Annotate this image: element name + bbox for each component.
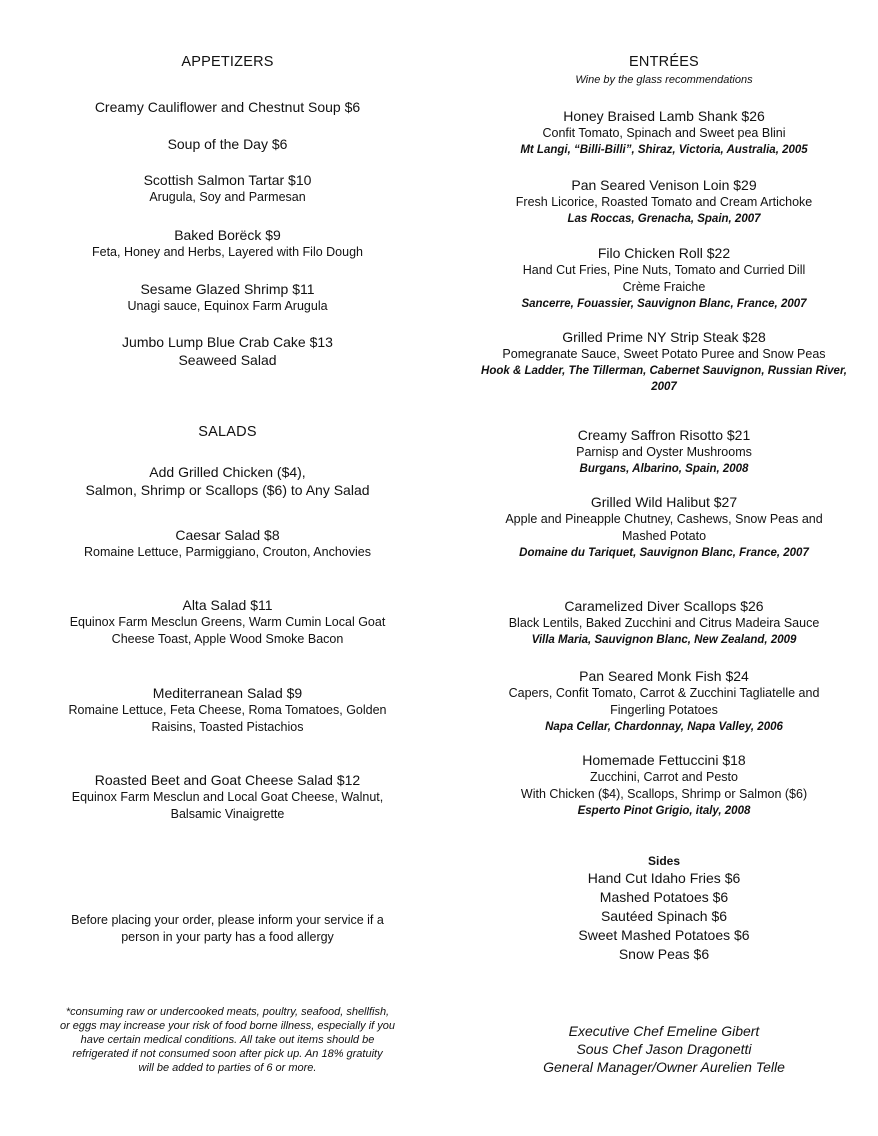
item-description: Mashed Potato bbox=[621, 529, 707, 543]
sides-heading: Sides bbox=[647, 854, 680, 868]
item-title: Homemade Fettuccini $18 bbox=[582, 752, 746, 768]
item-title: Baked Borëck $9 bbox=[174, 227, 281, 243]
side-item: Sweet Mashed Potatoes $6 bbox=[578, 927, 750, 943]
item-title: Creamy Saffron Risotto $21 bbox=[577, 427, 751, 443]
menu-item bbox=[445, 597, 878, 648]
staff-line: General Manager/Owner Aurelien Telle bbox=[543, 1059, 785, 1075]
menu-item bbox=[445, 328, 878, 395]
disclaimer-line: will be added to parties of 6 or more. bbox=[138, 1062, 317, 1074]
salads-heading: SALADS bbox=[198, 424, 257, 440]
disclaimer-line: or eggs may increase your risk of food borne illness, especially if you bbox=[59, 1020, 396, 1032]
item-description: Hand Cut Fries, Pine Nuts, Tomato and Curried Dill bbox=[522, 263, 806, 277]
staff-line: Executive Chef Emeline Gibert bbox=[568, 1023, 760, 1039]
wine-pairing: Burgans, Albarino, Spain, 2008 bbox=[579, 463, 749, 475]
item-title: Pan Seared Venison Loin $29 bbox=[571, 177, 757, 193]
item-description: With Chicken ($4), Scallops, Shrimp or Salmon ($6) bbox=[520, 787, 808, 801]
menu-item bbox=[445, 493, 878, 561]
item-title: Scottish Salmon Tartar $10 bbox=[143, 172, 312, 188]
item-description: Feta, Honey and Herbs, Layered with Filo Dough bbox=[92, 245, 363, 259]
wine-pairing: Domaine du Tariquet, Sauvignon Blanc, France, 2007 bbox=[519, 547, 809, 559]
item-description: Romaine Lettuce, Parmiggiano, Crouton, Anchovies bbox=[84, 545, 371, 559]
item-title: Filo Chicken Roll $22 bbox=[597, 245, 731, 261]
allergy-line: person in your party has a food allergy bbox=[121, 930, 334, 944]
wine-pairing: Esperto Pinot Grigio, italy, 2008 bbox=[577, 805, 751, 817]
item-description: Apple and Pineapple Chutney, Cashews, Snow Peas and bbox=[505, 512, 823, 526]
item-title: Grilled Prime NY Strip Steak $28 bbox=[562, 329, 766, 345]
menu-item bbox=[10, 333, 445, 369]
item-title: Pan Seared Monk Fish $24 bbox=[579, 668, 749, 684]
item-description: Crème Fraiche bbox=[622, 280, 706, 294]
menu-item bbox=[10, 596, 445, 648]
item-description: Equinox Farm Mesclun Greens, Warm Cumin Local Goat bbox=[69, 615, 386, 629]
item-title: Honey Braised Lamb Shank $26 bbox=[563, 108, 765, 124]
item-description: Parnisp and Oyster Mushrooms bbox=[576, 445, 752, 459]
menu-item bbox=[445, 426, 878, 477]
menu-item bbox=[445, 667, 878, 735]
item-description: Unagi sauce, Equinox Farm Arugula bbox=[127, 299, 328, 313]
item-description: Cheese Toast, Apple Wood Smoke Bacon bbox=[111, 632, 344, 646]
item-description: Raisins, Toasted Pistachios bbox=[151, 720, 304, 734]
item-description: Capers, Confit Tomato, Carrot & Zucchini Tagliatelle and bbox=[508, 686, 820, 700]
menu-item bbox=[445, 176, 878, 227]
wine-pairing: Villa Maria, Sauvignon Blanc, New Zealand, 2009 bbox=[531, 634, 797, 646]
item-title: Caramelized Diver Scallops $26 bbox=[564, 598, 764, 614]
wine-pairing: 2007 bbox=[651, 381, 677, 393]
menu-item bbox=[10, 684, 445, 736]
entrees-heading: ENTRÉES bbox=[629, 54, 699, 70]
disclaimer-line: *consuming raw or undercooked meats, poultry, seafood, shellfish, bbox=[65, 1006, 390, 1018]
entrees-subheading: Wine by the glass recommendations bbox=[575, 74, 753, 86]
disclaimer-line: refrigerated if not consumed soon after pick up. An 18% gratuity bbox=[72, 1048, 383, 1060]
item-title: Jumbo Lump Blue Crab Cake $13 bbox=[122, 334, 333, 350]
appetizers-heading: APPETIZERS bbox=[181, 54, 274, 70]
item-title: Caesar Salad $8 bbox=[175, 527, 280, 543]
item-description: Black Lentils, Baked Zucchini and Citrus Madeira Sauce bbox=[508, 616, 820, 630]
item-title: Alta Salad $11 bbox=[182, 597, 273, 613]
side-item: Mashed Potatoes $6 bbox=[599, 889, 729, 905]
item-description: Romaine Lettuce, Feta Cheese, Roma Tomatoes, Golden bbox=[68, 703, 387, 717]
sides-section bbox=[445, 853, 878, 964]
salad-addon bbox=[10, 463, 445, 499]
side-item: Snow Peas $6 bbox=[618, 946, 710, 962]
item-title: Roasted Beet and Goat Cheese Salad $12 bbox=[94, 772, 361, 788]
item-title: Mediterranean Salad $9 bbox=[152, 685, 303, 701]
side-item: Sautéed Spinach $6 bbox=[600, 908, 728, 924]
menu-item bbox=[10, 771, 445, 823]
menu-item bbox=[10, 171, 445, 206]
wine-pairing: Mt Langi, “Billi-Billi”, Shiraz, Victoria, Australia, 2005 bbox=[520, 144, 808, 156]
wine-pairing: Las Roccas, Grenacha, Spain, 2007 bbox=[567, 213, 761, 225]
wine-pairing: Hook & Ladder, The Tillerman, Cabernet Sauvignon, Russian River, bbox=[481, 365, 847, 377]
allergy-note bbox=[10, 912, 445, 946]
item-title: Grilled Wild Halibut $27 bbox=[590, 494, 738, 510]
item-description: Confit Tomato, Spinach and Sweet pea Blini bbox=[542, 126, 786, 140]
menu-item bbox=[445, 107, 878, 158]
allergy-line: Before placing your order, please inform your service if a bbox=[71, 913, 384, 927]
item-description: Balsamic Vinaigrette bbox=[170, 807, 285, 821]
item-description: Fresh Licorice, Roasted Tomato and Cream Artichoke bbox=[515, 195, 813, 209]
item-title: Creamy Cauliflower and Chestnut Soup $6 bbox=[94, 99, 361, 115]
menu-item bbox=[445, 244, 878, 312]
item-title: Sesame Glazed Shrimp $11 bbox=[140, 281, 315, 297]
disclaimer-line: have certain medical conditions. All take out items should be bbox=[80, 1034, 375, 1046]
menu-item bbox=[445, 751, 878, 819]
menu-item bbox=[10, 226, 445, 261]
item-description: Fingerling Potatoes bbox=[610, 703, 718, 717]
wine-pairing: Sancerre, Fouassier, Sauvignon Blanc, France, 2007 bbox=[521, 298, 807, 310]
disclaimer bbox=[10, 1005, 445, 1075]
staff-credits bbox=[445, 1022, 878, 1076]
addon-line: Salmon, Shrimp or Scallops ($6) to Any Salad bbox=[85, 482, 370, 498]
item-description: Seaweed Salad bbox=[178, 352, 277, 368]
item-description: Pomegranate Sauce, Sweet Potato Puree and Snow Peas bbox=[502, 347, 826, 361]
wine-pairing: Napa Cellar, Chardonnay, Napa Valley, 2006 bbox=[545, 721, 783, 733]
menu-item bbox=[10, 135, 445, 153]
menu-item bbox=[10, 526, 445, 561]
menu-item bbox=[10, 98, 445, 116]
staff-line: Sous Chef Jason Dragonetti bbox=[576, 1041, 752, 1057]
addon-line: Add Grilled Chicken ($4), bbox=[149, 464, 306, 480]
item-description: Equinox Farm Mesclun and Local Goat Cheese, Walnut, bbox=[71, 790, 384, 804]
item-description: Zucchini, Carrot and Pesto bbox=[590, 770, 738, 784]
item-description: Arugula, Soy and Parmesan bbox=[149, 190, 306, 204]
side-item: Hand Cut Idaho Fries $6 bbox=[587, 870, 741, 886]
item-title: Soup of the Day $6 bbox=[167, 136, 288, 152]
menu-item bbox=[10, 280, 445, 315]
